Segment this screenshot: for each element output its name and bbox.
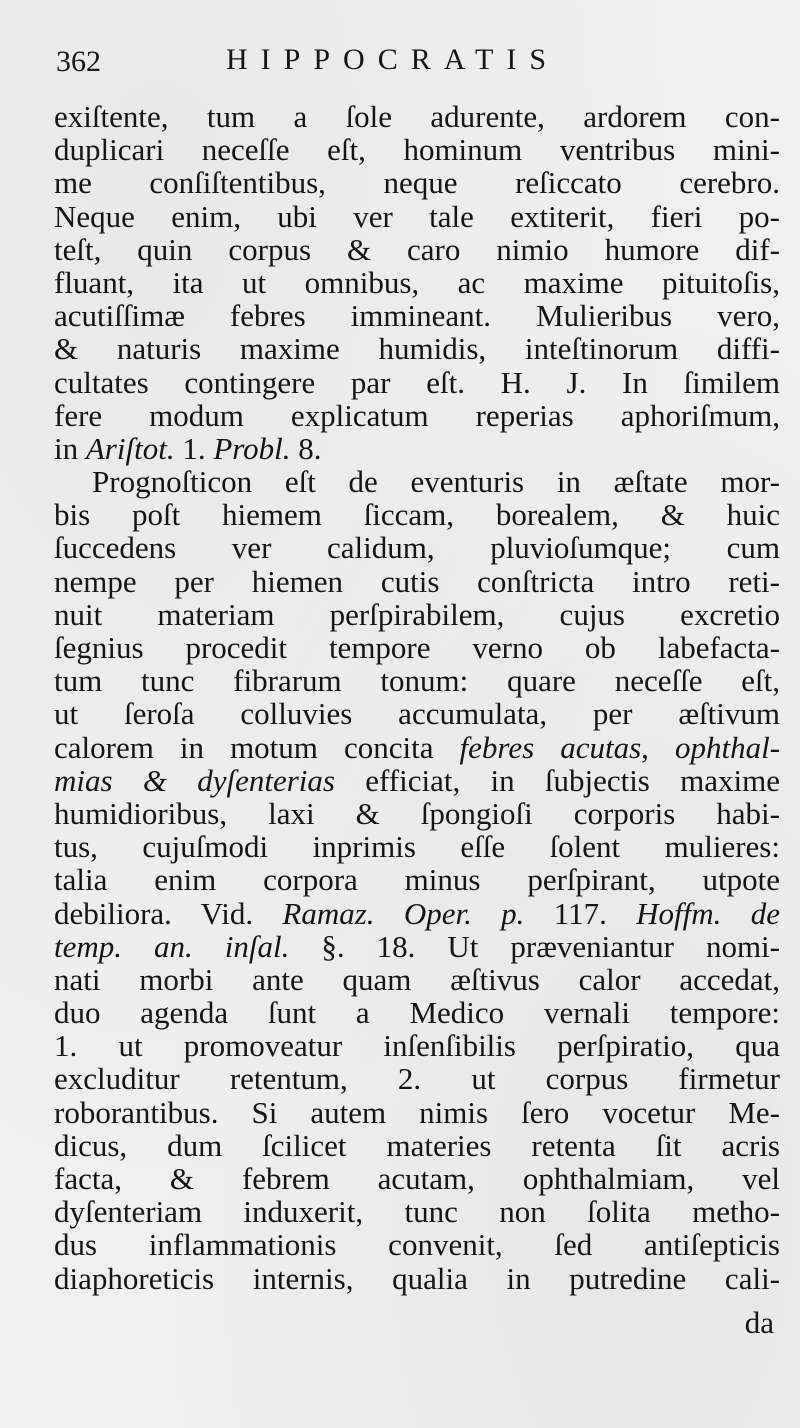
- text-line: [54, 731, 780, 764]
- text-line: [54, 830, 780, 863]
- text-line: [54, 996, 780, 1029]
- text-line: [54, 100, 780, 133]
- text-segment: ut ſeroſa colluvies accumulata, per æſtivum: [54, 696, 780, 732]
- text-line: [54, 797, 780, 830]
- text-segment: excluditur retentum, 2. ut corpus firmetur: [54, 1061, 780, 1097]
- text-line: [54, 1162, 780, 1195]
- text-segment: roborantibus. Si autem nimis ſero vocetur Me-: [54, 1094, 780, 1130]
- text-segment: tus, cujuſmodi inprimis eſſe ſolent mulieres:: [54, 829, 780, 865]
- text-segment: nati morbi ante quam æſtivus calor accedat,: [54, 961, 780, 997]
- text-segment: humidioribus, laxi & ſpongioſi corporis habi-: [54, 795, 780, 831]
- text-line: [54, 399, 780, 432]
- text-line: [54, 332, 780, 365]
- text-segment: fere modum explicatum reperias aphoriſmum,: [54, 397, 780, 433]
- text-segment: dus inflammationis convenit, ſed antiſepticis: [54, 1227, 780, 1263]
- text-line: [54, 266, 780, 299]
- text-line: [54, 1096, 780, 1129]
- text-segment: cultates contingere par eſt. H. J. In ſimilem: [54, 364, 780, 400]
- text-segment: duplicari neceſſe eſt, hominum ventribus mini-: [54, 132, 780, 168]
- text-line: [54, 664, 780, 697]
- text-line: [54, 200, 780, 233]
- text-segment: ſuccedens ver calidum, pluvioſumque; cum: [54, 530, 780, 566]
- text-line: [54, 697, 780, 730]
- text-segment: efficiat, in ſubjectis maxime: [334, 762, 780, 798]
- text-line: [54, 432, 780, 465]
- text-segment: §. 18. Ut præveniantur nomi-: [289, 928, 780, 964]
- text-line: [54, 233, 780, 266]
- text-segment: 1.: [174, 430, 214, 466]
- text-line: [54, 863, 780, 896]
- page-header: [56, 42, 776, 82]
- text-segment: facta, & febrem acutam, ophthalmiam, vel: [54, 1161, 780, 1196]
- text-line: [54, 897, 780, 930]
- italic-segment: mias & dyſenterias: [54, 762, 335, 798]
- italic-segment: febres acutas, ophthal-: [459, 729, 780, 765]
- text-segment: nuit materiam perſpirabilem, cujus excretio: [54, 596, 780, 632]
- text-segment: 8.: [290, 430, 322, 466]
- italic-segment: Ariſtot.: [85, 430, 175, 466]
- text-segment: calorem in motum concita: [54, 729, 460, 765]
- text-segment: dyſenteriam induxerit, tunc non ſolita metho-: [54, 1194, 780, 1230]
- text-segment: fluant, ita ut omnibus, ac maxime pituitoſis,: [54, 264, 780, 300]
- text-line: [54, 1029, 780, 1062]
- text-segment: tum tunc fibrarum tonum: quare neceſſe eſt,: [54, 663, 780, 699]
- text-segment: diaphoreticis internis, qualia in putredine cali-: [54, 1260, 780, 1296]
- italic-segment: temp. an. inſal.: [54, 928, 290, 964]
- page-number: 362: [56, 45, 101, 78]
- text-line: [54, 963, 780, 996]
- text-line: [54, 1228, 780, 1261]
- text-segment: Neque enim, ubi ver tale extiterit, fieri po-: [54, 198, 780, 234]
- italic-segment: Hoffm. de: [636, 895, 780, 931]
- catchword: da: [744, 1305, 774, 1340]
- text-line: [54, 133, 780, 166]
- text-segment: 1. ut promoveatur inſenſibilis perſpiratio, qua: [54, 1028, 780, 1064]
- text-line: [54, 764, 780, 797]
- text-segment: & naturis maxime humidis, inteſtinorum diffi-: [54, 331, 780, 367]
- text-segment: acutiſſimæ febres immineant. Mulieribus vero,: [54, 298, 780, 334]
- text-line: [54, 166, 780, 199]
- text-segment: 117.: [524, 895, 637, 931]
- text-line: [54, 1262, 780, 1295]
- text-segment: dicus, dum ſcilicet materies retenta ſit acris: [54, 1127, 780, 1163]
- text-line: [54, 465, 780, 498]
- text-line: [54, 565, 780, 598]
- italic-segment: Ramaz. Oper. p.: [282, 895, 525, 931]
- text-segment: talia enim corpora minus perſpirant, utpote: [54, 862, 780, 898]
- text-line: [54, 1129, 780, 1162]
- text-line: [54, 498, 780, 531]
- text-segment: nempe per hiemen cutis conſtricta intro reti-: [54, 563, 780, 599]
- text-segment: exiſtente, tum a ſole adurente, ardorem con-: [54, 99, 780, 134]
- text-segment: duo agenda ſunt a Medico vernali tempore:: [54, 995, 780, 1031]
- text-line: [54, 1062, 780, 1095]
- text-segment: teſt, quin corpus & caro nimio humore dif-: [54, 231, 780, 267]
- text-line: [54, 299, 780, 332]
- text-segment: in: [54, 430, 86, 466]
- text-line: [54, 366, 780, 399]
- text-segment: me conſiſtentibus, neque reſiccato cerebro.: [54, 165, 780, 201]
- text-line: [54, 531, 780, 564]
- italic-segment: Probl.: [213, 430, 291, 466]
- text-segment: Prognoſticon eſt de eventuris in æſtate mor-: [92, 464, 780, 500]
- text-line: [54, 930, 780, 963]
- text-line: [54, 1195, 780, 1228]
- body-text: [54, 100, 780, 1295]
- text-segment: bis poſt hiemem ſiccam, borealem, & huic: [54, 497, 780, 533]
- running-head: HIPPOCRATIS: [226, 43, 560, 76]
- text-segment: ſegnius procedit tempore verno ob labefacta-: [54, 630, 780, 665]
- text-line: [54, 631, 780, 664]
- text-segment: debiliora. Vid.: [54, 895, 283, 931]
- text-line: [54, 598, 780, 631]
